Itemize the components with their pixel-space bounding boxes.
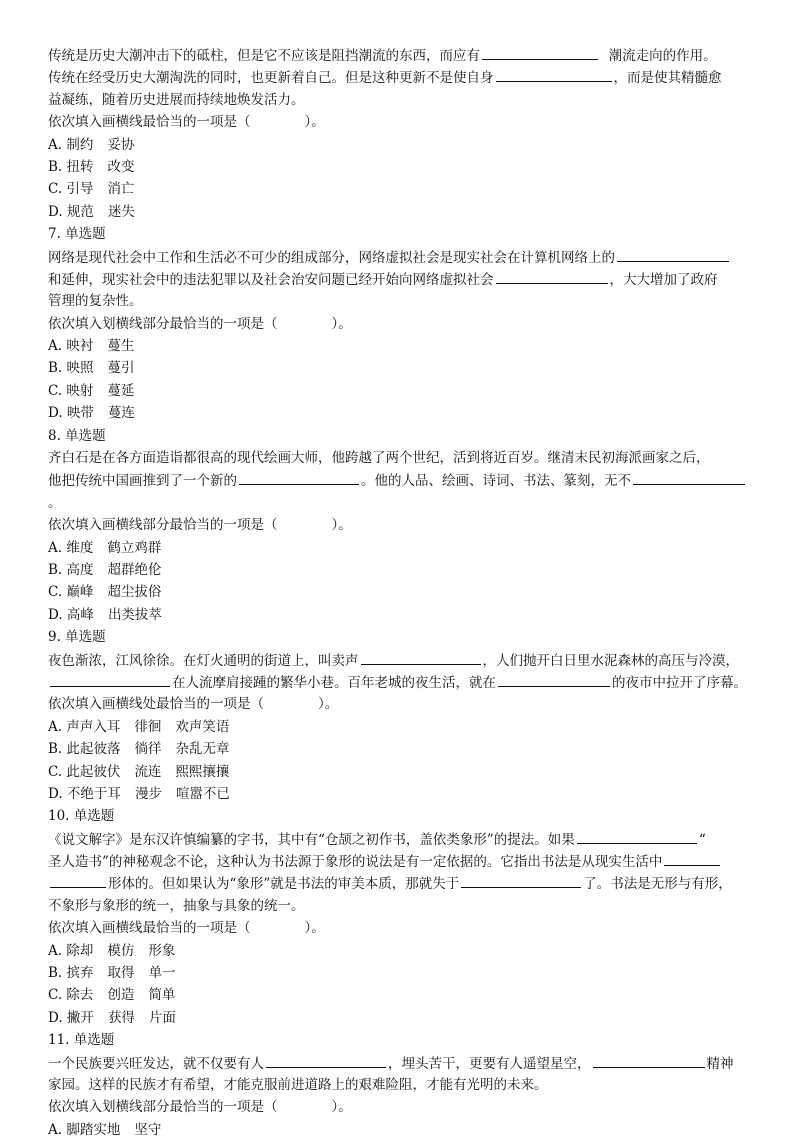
option-word: 超尘拔俗 [107, 584, 162, 601]
q6-option-d [48, 201, 760, 223]
q7-option-b [48, 357, 760, 379]
option-word: 漫步 [134, 785, 162, 802]
q10-line-2 [48, 850, 760, 872]
option-word: 取得 [107, 965, 135, 982]
option-word: 欢声笑语 [175, 718, 230, 735]
q7-text: ，大大增加了政府 [609, 271, 718, 288]
answer-blank [50, 671, 170, 687]
option-word: 超群绝伦 [107, 561, 162, 578]
q9-prompt: 依次填入画横线处最恰当的一项是（ ）。 [48, 696, 339, 713]
option-label: C. 引导 [48, 181, 94, 198]
option-label: D. 规范 [48, 203, 94, 220]
q7-text: 和延伸，现实社会中的违法犯罪以及社会治安问题已经开始向网络虚拟社会 [48, 271, 494, 288]
option-word: 熙熙攘攘 [175, 763, 230, 780]
q8-text: 。他的人品、绘画、诗词、书法、篆刻，无不 [361, 473, 631, 490]
q10-prompt: 依次填入画横线最恰当的一项是（ ）。 [48, 920, 325, 937]
option-word: 片面 [148, 1009, 176, 1026]
q8-header: 8. 单选题 [48, 427, 106, 444]
q8-option-d [48, 604, 760, 626]
q10-option-c [48, 984, 760, 1006]
q8-option-c [48, 581, 760, 603]
answer-blank [496, 268, 608, 284]
option-label: A. 声声入耳 [48, 718, 121, 735]
q10-text: 了。书法是无形与有形， [583, 876, 732, 893]
q6-option-a [48, 134, 760, 156]
q7-prompt: 依次填入划横线部分最恰当的一项是（ ）。 [48, 315, 352, 332]
q9-text: 的夜市中拉开了序幕。 [612, 674, 747, 691]
q10-text: 《说文解字》是东汉许慎编纂的字书，其中有“仓颉之初作书，盖依类象形”的提法。如果 [48, 831, 575, 848]
q9-text: 在人流摩肩接踵的繁华小巷。百年老城的夜生活，就在 [172, 674, 496, 691]
q6-line-2 [48, 66, 760, 88]
q11-header: 11. 单选题 [48, 1032, 115, 1049]
q6-text: 传统在经受历史大潮淘洗的同时，也更新着自己。但是这种更新不是使自身 [48, 70, 494, 87]
option-word: 简单 [148, 987, 176, 1004]
q9-option-d [48, 783, 760, 805]
q11-text: 一个民族要兴旺发达，就不仅要有人 [48, 1055, 264, 1072]
q8-option-a [48, 537, 760, 559]
option-word: 蔓延 [107, 382, 135, 399]
option-label: C. 巅峰 [48, 584, 94, 601]
q10-line-3 [48, 872, 760, 894]
q8-line-3: 。 [48, 494, 62, 511]
option-word: 妥协 [107, 136, 135, 153]
q7-text: 网络是现代社会中工作和生活必不可少的组成部分，网络虚拟社会是现实社会在计算机网络上的 [48, 249, 615, 266]
q9-option-c [48, 761, 760, 783]
q8-option-b [48, 559, 760, 581]
q11-text: 精神 [706, 1055, 734, 1072]
q6-option-c [48, 178, 760, 200]
q11-line-2: 家园。这样的民族才有希望，才能克服前进道路上的艰难险阻，才能有光明的未来。 [48, 1076, 548, 1093]
option-word: 单一 [148, 965, 176, 982]
option-word: 杂乱无章 [175, 741, 230, 758]
answer-blank [633, 469, 745, 485]
option-word: 鹤立鸡群 [107, 539, 162, 556]
option-label: B. 扭转 [48, 158, 94, 175]
q10-header: 10. 单选题 [48, 808, 115, 825]
q7-line-1 [48, 246, 760, 268]
option-label: A. 脚踏实地 [48, 1121, 121, 1138]
option-word: 徘徊 [134, 718, 162, 735]
q6-line-1 [48, 44, 760, 66]
q11-line-1 [48, 1052, 760, 1074]
q7-option-a [48, 335, 760, 357]
option-label: A. 制约 [48, 136, 94, 153]
answer-blank [461, 872, 581, 888]
q6-prompt: 依次填入画横线最恰当的一项是（ ）。 [48, 114, 325, 131]
option-label: A. 维度 [48, 539, 94, 556]
option-word: 创造 [107, 987, 135, 1004]
answer-blank [482, 44, 598, 60]
q8-text: 他把传统中国画推到了一个新的 [48, 473, 237, 490]
answer-blank [266, 1052, 386, 1068]
q8-prompt: 依次填入画横线部分最恰当的一项是（ ）。 [48, 517, 352, 534]
q9-line-1 [48, 649, 760, 671]
q6-text: 传统是历史大潮冲击下的砥柱，但是它不应该是阻挡潮流的东西，而应有 [48, 48, 480, 64]
q10-option-a [48, 940, 760, 962]
q10-text: 形体的。但如果认为“象形”就是书法的审美本质，那就失于 [108, 876, 460, 893]
answer-blank [664, 850, 720, 866]
option-word: 迷失 [107, 203, 135, 220]
option-word: 出类拔萃 [107, 606, 162, 623]
answer-blank [593, 1052, 705, 1068]
q10-option-d [48, 1007, 760, 1029]
q9-header: 9. 单选题 [48, 629, 106, 646]
option-label: B. 高度 [48, 561, 94, 578]
q9-text: ，人们抛开白日里水泥森林的高压与冷漠， [482, 652, 739, 669]
q11-option-a [48, 1119, 760, 1141]
option-label: C. 映射 [48, 382, 94, 399]
answer-blank [496, 66, 612, 82]
q9-option-b [48, 738, 760, 760]
q9-option-a [48, 716, 760, 738]
q7-line-3: 管理的复杂性。 [48, 293, 143, 310]
option-label: C. 除去 [48, 987, 94, 1004]
option-word: 获得 [107, 1009, 135, 1026]
q6-option-b [48, 156, 760, 178]
q9-text: 夜色渐浓，江风徐徐。在灯火通明的街道上，叫卖声 [48, 652, 359, 669]
option-word: 改变 [107, 158, 135, 175]
q6-line-3: 益凝练，随着历史进展而持续地焕发活力。 [48, 91, 305, 108]
option-word: 蔓生 [107, 338, 135, 355]
q9-line-2 [48, 671, 760, 693]
answer-blank [498, 671, 610, 687]
q10-option-b [48, 962, 760, 984]
q10-line-1 [48, 828, 760, 850]
option-word: 蔓引 [107, 360, 135, 377]
option-label: D. 不绝于耳 [48, 785, 121, 802]
q7-line-2 [48, 268, 760, 290]
option-label: B. 映照 [48, 360, 94, 377]
option-label: A. 除却 [48, 942, 94, 959]
option-word: 喧嚣不已 [175, 785, 230, 802]
q6-text: 潮流走向的作用。 [608, 48, 717, 64]
q6-text: ，而是使其精髓愈 [613, 70, 722, 87]
answer-blank [617, 246, 729, 262]
q11-text: ，埋头苦干，更要有人遥望星空， [388, 1055, 591, 1072]
option-word: 形象 [148, 942, 176, 959]
q10-line-4: 不象形与象形的统一，抽象与具象的统一。 [48, 897, 305, 914]
option-word: 徜徉 [134, 741, 162, 758]
option-label: D. 高峰 [48, 606, 94, 623]
option-word: 蔓连 [107, 405, 135, 422]
answer-blank [577, 828, 697, 844]
option-word: 坚守 [134, 1121, 162, 1138]
option-label: B. 此起彼落 [48, 741, 121, 758]
q7-option-c [48, 380, 760, 402]
option-word: 消亡 [107, 181, 135, 198]
option-label: D. 撇开 [48, 1009, 94, 1026]
option-label: B. 摈弃 [48, 965, 94, 982]
q10-text: 圣人造书”的神秘观念不论，这种认为书法源于象形的说法是有一定依据的。它指出书法是从现实生活中 [48, 854, 663, 871]
q7-option-d [48, 402, 760, 424]
answer-blank [50, 872, 106, 888]
answer-blank [361, 649, 481, 665]
option-word: 模仿 [107, 942, 135, 959]
option-label: D. 映带 [48, 405, 94, 422]
q11-prompt: 依次填入划横线部分最恰当的一项是（ ）。 [48, 1099, 352, 1116]
option-label: C. 此起彼伏 [48, 763, 121, 780]
q7-header: 7. 单选题 [48, 226, 106, 243]
answer-blank [239, 469, 359, 485]
q8-line-2 [48, 469, 760, 491]
q8-line-1: 齐白石是在各方面造诣都很高的现代绘画大师，他跨越了两个世纪，活到将近百岁。继清末民初海派画家之后， [48, 450, 710, 467]
option-word: 流连 [134, 763, 162, 780]
q10-text: “ [698, 831, 706, 848]
option-label: A. 映衬 [48, 338, 94, 355]
